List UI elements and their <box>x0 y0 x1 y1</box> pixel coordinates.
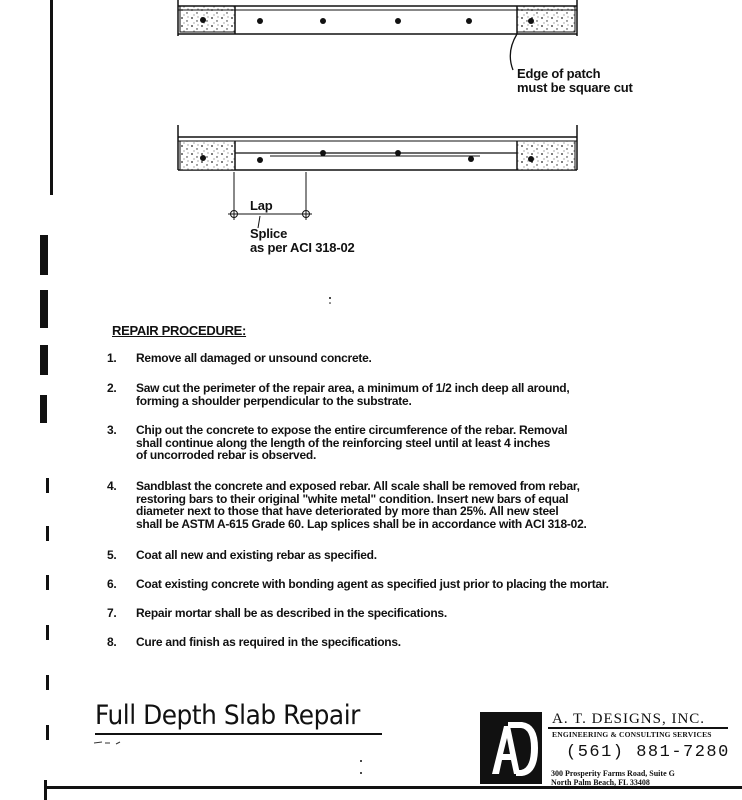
repair-procedure-heading: REPAIR PROCEDURE: <box>112 323 247 338</box>
title-underline <box>95 733 382 735</box>
rebar-dot <box>320 18 326 24</box>
lap-label: Lap <box>250 198 273 213</box>
step-text: Coat existing concrete with bonding agent as specified just prior to placing the mortar. <box>136 577 609 591</box>
step-text: Saw cut the perimeter of the repair area, a minimum of 1/2 inch deep all around, forming a shoulder perpendicular to the substrate. <box>136 381 570 408</box>
binding-mark <box>40 345 48 375</box>
procedure-step <box>107 549 707 563</box>
step-text: Chip out the concrete to expose the entire circumference of the rebar. Removal shall continue along the length of the reinforcing steel until at least 4 inches of uncorroded rebar is observed. <box>136 423 568 462</box>
binding-tick <box>46 478 49 493</box>
edge-of-patch-callout: Edge of patch must be square cut <box>517 66 633 95</box>
rebar-dot <box>257 157 263 163</box>
company-address-line1: 300 Prosperity Farms Road, Suite G <box>551 769 675 778</box>
patch-diagram-top <box>178 0 577 70</box>
step-number: 5. <box>107 548 117 562</box>
rebar-dot <box>257 18 263 24</box>
binding-tick <box>46 725 49 740</box>
patch-diagram-splice <box>178 125 577 228</box>
rebar-dot <box>468 156 474 162</box>
procedure-step <box>107 636 707 650</box>
rebar-dot <box>528 18 534 24</box>
slab-repair-diagram <box>0 0 742 320</box>
binding-tick <box>46 675 49 690</box>
company-subtitle: ENGINEERING & CONSULTING SERVICES <box>552 730 712 739</box>
company-name: A. T. DESIGNS, INC. <box>552 711 706 727</box>
procedure-step <box>107 480 707 534</box>
step-number: 2. <box>107 381 117 395</box>
dot-marks <box>358 758 364 778</box>
binding-mark <box>40 395 47 423</box>
rebar-dot <box>320 150 326 156</box>
rebar-dot <box>200 155 206 161</box>
rebar-dot <box>395 150 401 156</box>
binding-tick <box>46 526 49 541</box>
step-text: Repair mortar shall be as described in the specifications. <box>136 606 447 620</box>
step-number: 1. <box>107 351 117 365</box>
company-logo <box>480 712 542 784</box>
procedure-step <box>107 578 707 592</box>
company-divider <box>548 727 728 729</box>
rebar-dot <box>528 156 534 162</box>
step-number: 3. <box>107 423 117 437</box>
company-address-line2: North Palm Beach, FL 33408 <box>551 778 650 787</box>
step-number: 7. <box>107 606 117 620</box>
procedure-step <box>107 382 707 408</box>
page-bottom-border <box>44 780 47 800</box>
rebar-dot <box>200 17 206 23</box>
step-number: 8. <box>107 635 117 649</box>
procedure-step <box>107 607 707 621</box>
step-text: Sandblast the concrete and exposed rebar. All scale shall be removed from rebar, restoring bars to their original "white metal" condition. Insert new bars of equal diameter next to those that have deteriorated by more than 25%. All new steel shall be ASTM A-615 Grade 60. Lap splices shall be in accordance with ACI 318-02. <box>136 479 587 531</box>
step-text: Cure and finish as required in the specifications. <box>136 635 401 649</box>
step-text: Coat all new and existing rebar as specified. <box>136 548 377 562</box>
binding-tick <box>46 575 49 590</box>
scribble-mark <box>92 738 132 746</box>
drawing-title: Full Depth Slab Repair <box>95 700 360 731</box>
splice-callout: Splice as per ACI 318-02 <box>250 226 355 255</box>
step-text: Remove all damaged or unsound concrete. <box>136 351 372 365</box>
procedure-step <box>107 424 707 464</box>
procedure-step <box>107 352 707 366</box>
rebar-dot <box>395 18 401 24</box>
step-number: 6. <box>107 577 117 591</box>
company-phone: (561) 881-7280 <box>566 743 730 762</box>
rebar-dot <box>466 18 472 24</box>
step-number: 4. <box>107 479 117 493</box>
binding-tick <box>46 625 49 640</box>
